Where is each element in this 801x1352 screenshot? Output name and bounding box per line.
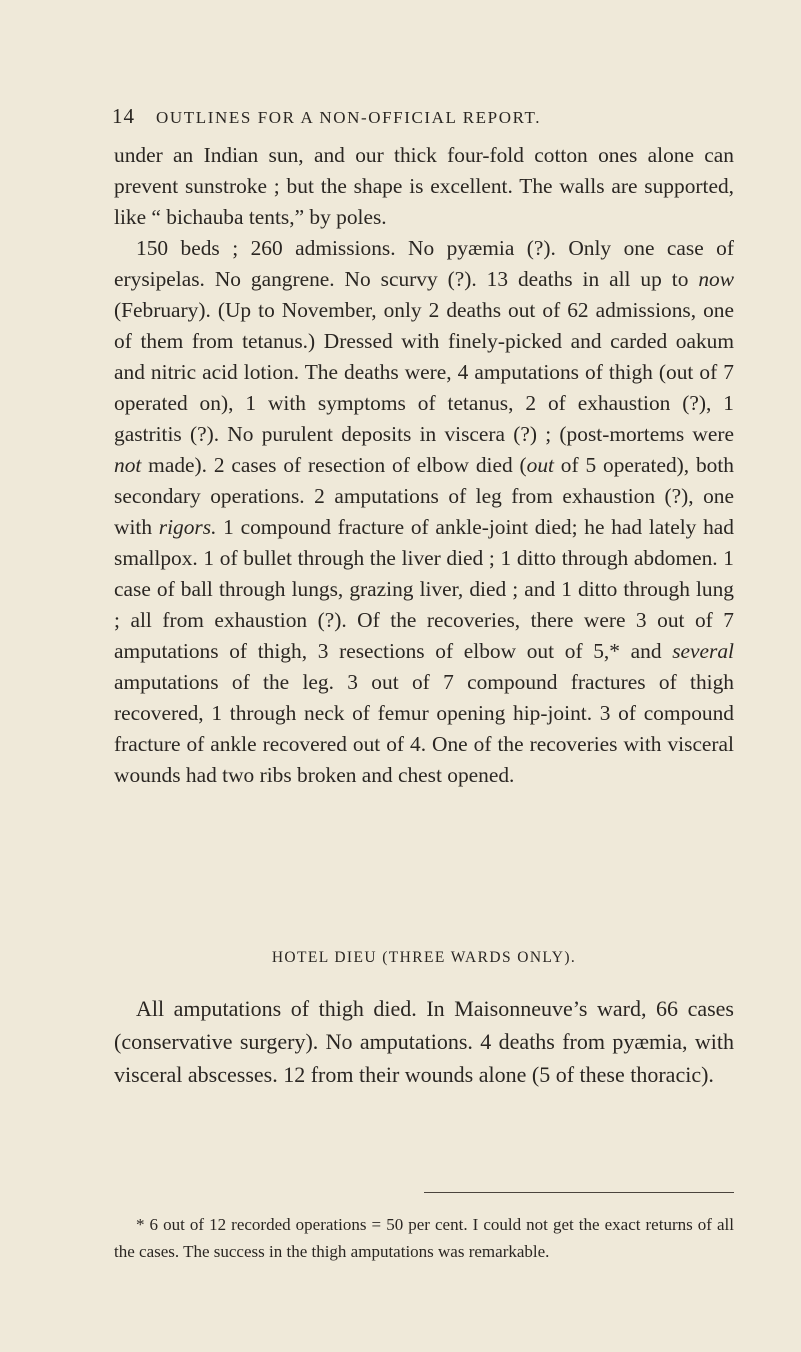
paragraph-hotel-dieu: All amputations of thigh died. In Maisonneuve’s ward, 66 cases (conservative surgery). No amputations. 4 deaths from pyæmia, with visceral abscesses. 12 from their wounds alone (5 of these thoracic). [114, 996, 734, 1087]
footnote-divider [424, 1192, 734, 1193]
page-number: 14 [112, 104, 135, 128]
text-run: (February). (Up to November, only 2 deaths out of 62 admissions, one of them from tetanus.) Dressed with finely-picked and carded oakum and nitric acid lotion. The deaths were, 4 amputations of thigh (out of 7 operated on), 1 with symptoms of tetanus, 2 of exhaustion (?), 1 gastritis (?). No purulent deposits in viscera (?) ; (post-mortems were [114, 298, 734, 446]
footnote-text: * 6 out of 12 recorded operations = 50 per cent. I could not get the exact returns of all the cases. The success in the thigh amputations was remarkable. [114, 1215, 734, 1261]
italic-run: several [672, 639, 734, 663]
italic-run: out [526, 453, 554, 477]
section-heading: HOTEL DIEU (THREE WARDS ONLY). [271, 949, 577, 966]
main-text-block [114, 140, 734, 791]
paragraph-statistics [114, 233, 734, 791]
text-run: 150 beds ; 260 admissions. No pyæmia (?). Only one case of erysipelas. No gangrene. No scurvy (?). 13 deaths in all up to [114, 236, 734, 291]
text-run: 1 compound fracture of ankle-joint died; he had lately had smallpox. 1 of bullet through the liver died ; 1 ditto through abdomen. 1 case of ball through lungs, grazing liver, died ; and 1 ditto through lung ; all from exhaustion (?). Of the recoveries, there were 3 out of 7 amputations of thigh, 3 resections of elbow out of 5,* and [114, 515, 734, 663]
text-run: made). 2 cases of resection of elbow died ( [141, 453, 527, 477]
italic-run: rigors. [158, 515, 217, 539]
text-run: of 5 operated), both secondary operations. 2 amputations of leg from exhaustion (?), one with [114, 453, 734, 539]
paragraph-continuation: under an Indian sun, and our thick four-fold cotton ones alone can prevent sunstroke ; but the shape is excellent. The walls are supported, like “ bichauba tents,” by poles. [114, 143, 734, 229]
text-run: amputations of the leg. 3 out of 7 compound fractures of thigh recovered, 1 through neck of femur opening hip-joint. 3 of compound fracture of ankle recovered out of 4. One of the recoveries with visceral wounds had two ribs broken and chest opened. [114, 670, 734, 787]
running-head: OUTLINES FOR A NON-OFFICIAL REPORT. [156, 108, 542, 127]
italic-run: not [114, 453, 142, 477]
italic-run: now [698, 267, 734, 291]
footnote [114, 1211, 734, 1265]
page-header [112, 104, 732, 132]
section-text-block [114, 992, 734, 1091]
